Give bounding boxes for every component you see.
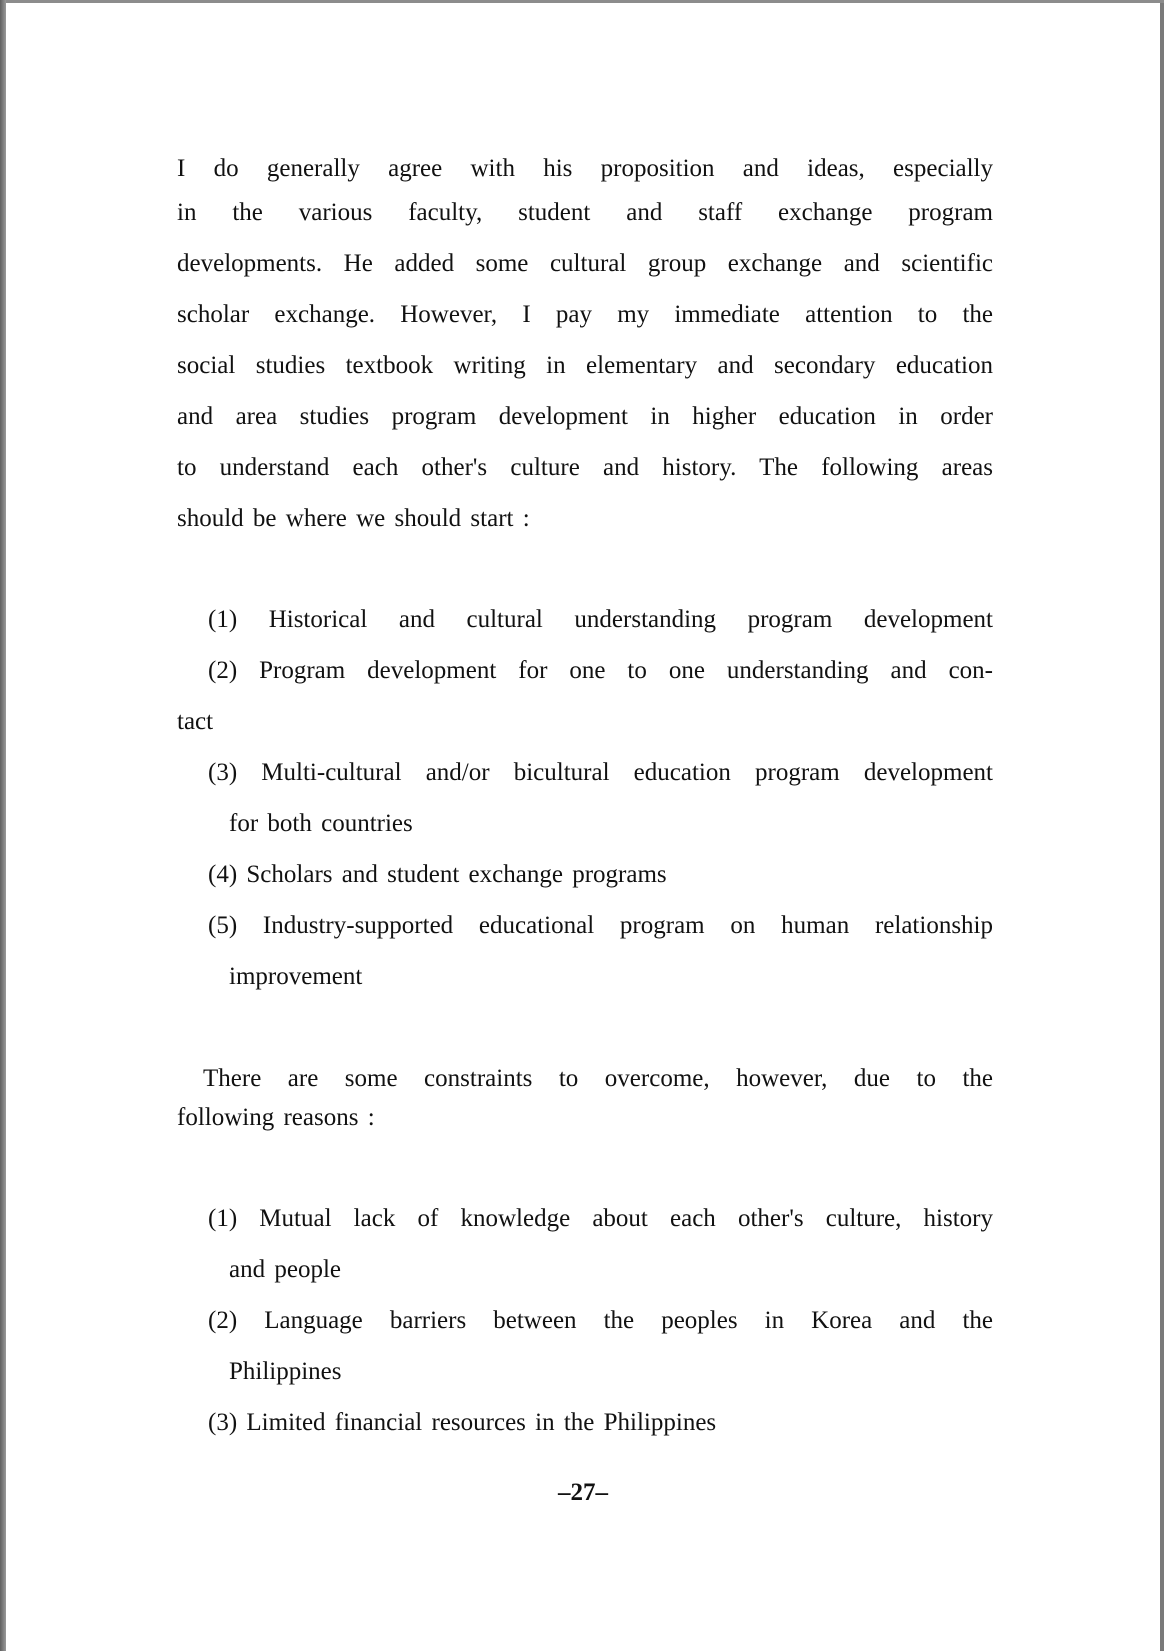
list-item-line: (1) Mutual lack of knowledge about each other's culture, history: [208, 1205, 993, 1232]
paragraph-line: to understand each other's culture and history. The following areas: [177, 454, 993, 481]
constraints-list: [177, 1193, 993, 1448]
page-content: [177, 153, 993, 1448]
list-item: [177, 1295, 993, 1397]
paragraph-intro: [177, 153, 993, 544]
paragraph-line: developments. He added some cultural group exchange and scientific: [177, 250, 993, 277]
document-page[interactable]: [6, 3, 1160, 1651]
paragraph-line: There are some constraints to overcome, however, due to the: [203, 1065, 993, 1092]
list-item-line: tact: [177, 708, 214, 735]
paragraph-constraints: [177, 1053, 993, 1143]
list-item-line: improvement: [229, 963, 363, 990]
list-item: [177, 1397, 993, 1448]
paragraph-line: social studies textbook writing in elementary and secondary education: [177, 352, 993, 379]
list-item-line: (3) Multi-cultural and/or bicultural education program development: [208, 759, 993, 786]
paragraph-line: scholar exchange. However, I pay my immediate attention to the: [177, 301, 993, 328]
page-number: –27–: [558, 1479, 608, 1506]
list-item-line: (4) Scholars and student exchange programs: [208, 861, 667, 888]
list-item-line: (2) Program development for one to one understanding and con-: [208, 657, 993, 684]
list-item: [177, 900, 993, 1002]
paragraph-line: I do generally agree with his proposition and ideas, especially: [177, 155, 993, 182]
list-item: [177, 594, 993, 645]
paragraph-line: in the various faculty, student and staff exchange program: [177, 199, 993, 226]
list-item-line: (1) Historical and cultural understanding program development: [208, 606, 993, 633]
list-item-line: (2) Language barriers between the peoples in Korea and the: [208, 1307, 993, 1334]
list-item-line: and people: [229, 1256, 341, 1283]
list-item-line: (5) Industry-supported educational program on human relationship: [208, 912, 993, 939]
proposal-list: [177, 594, 993, 1002]
list-item-line: (3) Limited financial resources in the Philippines: [208, 1409, 717, 1436]
list-item-line: Philippines: [229, 1358, 342, 1385]
paragraph-line: should be where we should start :: [177, 505, 530, 532]
list-item: [177, 747, 993, 849]
list-item: [177, 849, 993, 900]
paragraph-line: and area studies program development in higher education in order: [177, 403, 993, 430]
list-item: [177, 645, 993, 747]
paragraph-line: following reasons :: [177, 1104, 375, 1131]
list-item: [177, 1193, 993, 1295]
list-item-line: for both countries: [229, 810, 413, 837]
